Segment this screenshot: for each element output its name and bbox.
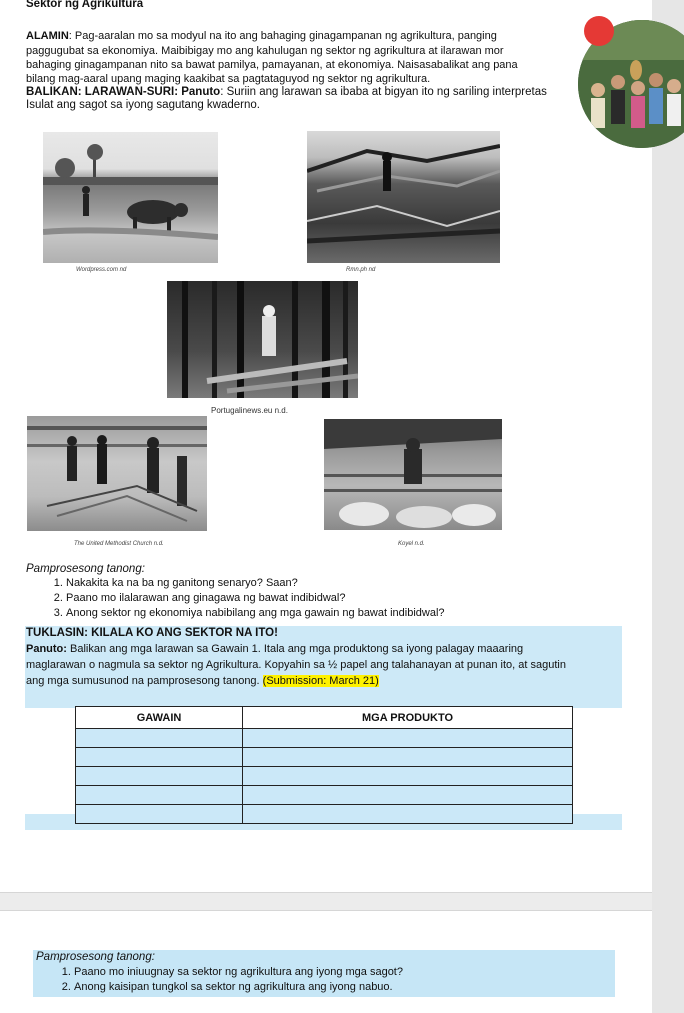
pamprosesong-heading-2: Pamprosesong tanong: xyxy=(36,951,155,963)
caption-photo-2: Rmn.ph nd xyxy=(346,267,376,273)
table-row xyxy=(76,748,573,767)
balikan-line-1 xyxy=(26,86,547,98)
table-header-gawain: GAWAIN xyxy=(76,707,243,729)
table-row xyxy=(76,805,573,824)
table-cell[interactable] xyxy=(243,767,573,786)
table-cell[interactable] xyxy=(76,748,243,767)
alamin-line-3: bahaging ginagampanan nito sa bawat pamilya, pamayanan, at ekonomiya. Naisasabalikat ang pana xyxy=(26,59,518,71)
alamin-line-2: paggugubat sa ekonomiya. Maibibigay mo ang kahulugan ng sektor ng agrikultura at ilarawan mor xyxy=(26,45,504,57)
photo-farmer-carabao xyxy=(43,132,218,263)
page-break xyxy=(0,892,652,911)
caption-photo-3: Portugalinews.eu n.d. xyxy=(211,406,288,415)
caption-photo-4: The United Methodist Church n.d. xyxy=(74,541,164,547)
table-cell[interactable] xyxy=(243,805,573,824)
table-header-produkto: MGA PRODUKTO xyxy=(243,707,573,729)
tuklasin-line-1 xyxy=(26,643,523,655)
list-item: 1. Paano mo iniuugnay sa sektor ng agrikultura ang iyong mga sagot? xyxy=(74,965,403,980)
caption-photo-1: Wordpress.com nd xyxy=(76,267,127,273)
tuklasin-text-1: Balikan ang mga larawan sa Gawain 1. Itala ang mga produktong sa iyong palagay maaaring xyxy=(66,643,524,655)
gawain-produkto-table xyxy=(75,706,573,824)
balikan-line-2: Isulat ang sagot sa iyong sagutang kwaderno. xyxy=(26,99,260,111)
list-item: 3. Anong sektor ng ekonomiya nabibilang ang mga gawain ng bawat indibidwal? xyxy=(66,606,445,621)
table-cell[interactable] xyxy=(76,786,243,805)
submission-highlight: (Submission: March 21) xyxy=(262,675,379,687)
record-indicator-icon xyxy=(584,16,614,46)
table-cell[interactable] xyxy=(243,729,573,748)
table-row xyxy=(76,767,573,786)
tuklasin-heading: TUKLASIN: KILALA KO ANG SEKTOR NA ITO! xyxy=(26,627,278,639)
document-title: Sektor ng Agrikultura xyxy=(26,0,144,10)
photo-fishermen-net xyxy=(27,416,207,531)
table-cell[interactable] xyxy=(76,767,243,786)
list-item: 2. Anong kaisipan tungkol sa sektor ng agrikultura ang iyong nabuo. xyxy=(74,980,403,995)
photo-sugarcane-harvest xyxy=(307,131,500,263)
tuklasin-line-2: maglarawan o nagmula sa sektor ng Agrikultura. Kopyahin sa ½ papel ang talahanayan at punan ito, at sagutin xyxy=(26,659,566,671)
table-cell[interactable] xyxy=(76,805,243,824)
table-cell[interactable] xyxy=(243,748,573,767)
balikan-label: BALIKAN: LARAWAN-SURI: Panuto xyxy=(26,86,221,98)
table-row xyxy=(76,786,573,805)
tuklasin-text-3: ang mga sumusunod na pamprosesong tanong. xyxy=(26,675,263,687)
tuklasin-line-3 xyxy=(26,675,379,687)
list-item: 1. Nakakita ka na ba ng ganitong senaryo? Saan? xyxy=(66,576,445,591)
caption-photo-5: Koyel n.d. xyxy=(398,541,425,547)
photo-forest-logging xyxy=(167,281,358,398)
alamin-line-1 xyxy=(26,30,497,42)
table-cell[interactable] xyxy=(76,729,243,748)
pamprosesong-list-2 xyxy=(34,965,403,995)
panuto-label: Panuto: xyxy=(26,643,67,655)
list-item: 2. Paano mo ilalarawan ang ginagawa ng bawat indibidwal? xyxy=(66,591,445,606)
photo-pig-farm xyxy=(324,419,502,530)
pamprosesong-heading-1: Pamprosesong tanong: xyxy=(26,563,145,575)
alamin-line-4: bilang mag-aaral upang maging kaakibat sa pagtataguyod ng sektor ng agrikultura. xyxy=(26,73,431,85)
alamin-text-1: : Pag-aaralan mo sa modyul na ito ang bahaging ginagampanan ng agrikultura, panging xyxy=(68,30,497,42)
balikan-text: : Suriin ang larawan sa ibaba at bigyan ito ng sariling interpretas xyxy=(220,86,547,98)
alamin-label: ALAMIN xyxy=(26,30,69,42)
pamprosesong-list-1 xyxy=(26,576,445,621)
table-row xyxy=(76,729,573,748)
table-cell[interactable] xyxy=(243,786,573,805)
